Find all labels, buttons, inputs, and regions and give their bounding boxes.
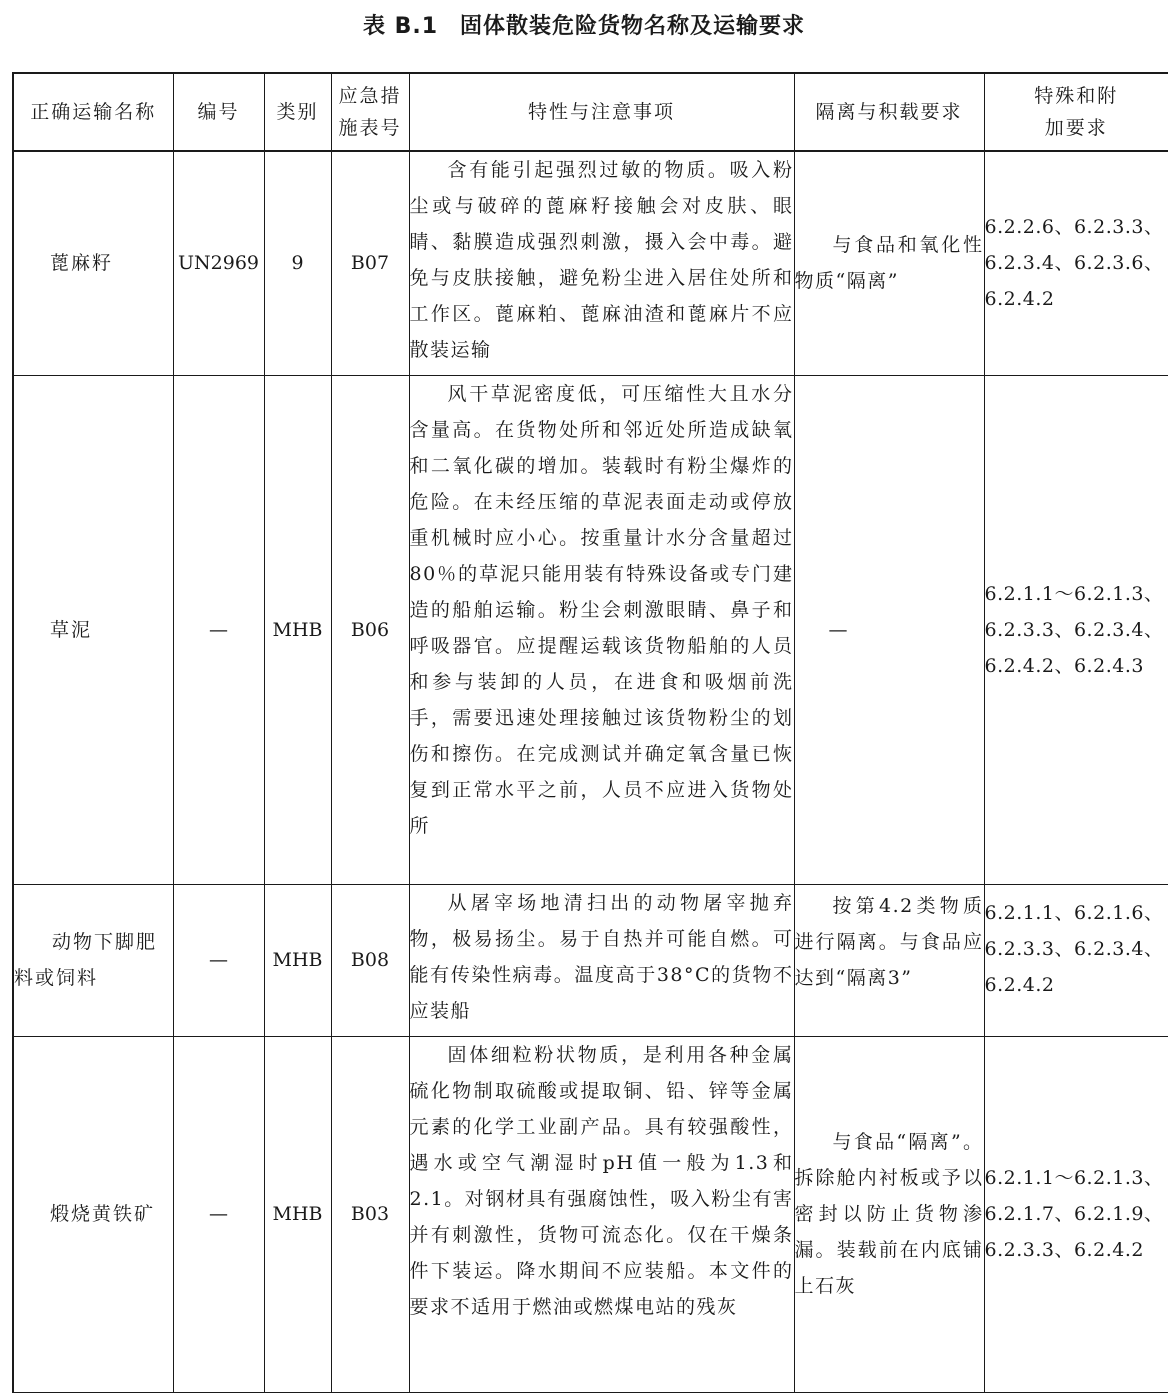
cell-ems: B06	[331, 375, 409, 884]
table-row	[13, 884, 1168, 1036]
cell-properties: 风干草泥密度低，可压缩性大且水分含量高。在货物处所和邻近处所造成缺氧和二氧化碳的增加。装载时有粉尘爆炸的危险。在未经压缩的草泥表面走动或停放重机械时应小心。按重量计水分含量超过80％的草泥只能用装有特殊设备或专门建造的船舶运输。粉尘会刺激眼睛、鼻子和呼吸器官。应提醒运载该货物船舶的人员和参与装卸的人员，在进食和吸烟前洗手，需要迅速处理接触过该货物粉尘的划伤和擦伤。在完成测试并确定氧含量已恢复到正常水平之前，人员不应进入货物处所	[409, 375, 794, 884]
cell-class: MHB	[264, 884, 331, 1036]
header-row	[13, 73, 1168, 151]
cell-ems: B08	[331, 884, 409, 1036]
cell-class: 9	[264, 151, 331, 375]
cell-special: 6.2.1.1～6.2.1.3、6.2.1.7、6.2.1.9、6.2.3.3、6.2.4.2	[984, 1036, 1168, 1392]
cell-segregation: 与食品和氧化性物质“隔离”	[794, 151, 984, 375]
cell-segregation: —	[794, 375, 984, 884]
cell-special: 6.2.1.1～6.2.1.3、6.2.3.3、6.2.3.4、6.2.4.2、6.2.4.3	[984, 375, 1168, 884]
cell-id: —	[173, 884, 264, 1036]
header-properties: 特性与注意事项	[409, 73, 794, 151]
cell-id: —	[173, 1036, 264, 1392]
cell-ems: B03	[331, 1036, 409, 1392]
table-title	[0, 10, 1168, 44]
header-name: 正确运输名称	[13, 73, 173, 151]
header-ems: 应急措施表号	[331, 73, 409, 151]
header-id: 编号	[173, 73, 264, 151]
header-segregation: 隔离与积载要求	[794, 73, 984, 151]
cell-name: 蓖麻籽	[13, 151, 173, 375]
header-class: 类别	[264, 73, 331, 151]
cell-properties: 固体细粒粉状物质，是利用各种金属硫化物制取硫酸或提取铜、铅、锌等金属元素的化学工业副产品。具有较强酸性，遇水或空气潮湿时pH值一般为1.3和2.1。对钢材具有强腐蚀性，吸入粉尘有害并有刺激性，货物可流态化。仅在干燥条件下装运。降水期间不应装船。本文件的要求不适用于燃油或燃煤电站的残灰	[409, 1036, 794, 1392]
cell-segregation: 按第4.2类物质进行隔离。与食品应达到“隔离3”	[794, 884, 984, 1036]
cell-id: UN2969	[173, 151, 264, 375]
cell-name: 草泥	[13, 375, 173, 884]
cell-properties: 从屠宰场地清扫出的动物屠宰抛弃物，极易扬尘。易于自热并可能自燃。可能有传染性病毒。温度高于38°C的货物不应装船	[409, 884, 794, 1036]
cell-class: MHB	[264, 375, 331, 884]
table-number: 表 B.1	[362, 14, 439, 39]
table-caption: 固体散装危险货物名称及运输要求	[460, 14, 806, 39]
cell-name: 煅烧黄铁矿	[13, 1036, 173, 1392]
dangerous-goods-table	[12, 72, 1168, 1393]
cell-class: MHB	[264, 1036, 331, 1392]
table-row	[13, 375, 1168, 884]
table-row	[13, 1036, 1168, 1392]
table-row	[13, 151, 1168, 375]
cell-special: 6.2.1.1、6.2.1.6、6.2.3.3、6.2.3.4、6.2.4.2	[984, 884, 1168, 1036]
cell-ems: B07	[331, 151, 409, 375]
cell-properties: 含有能引起强烈过敏的物质。吸入粉尘或与破碎的蓖麻籽接触会对皮肤、眼睛、黏膜造成强烈刺激，摄入会中毒。避免与皮肤接触，避免粉尘进入居住处所和工作区。蓖麻粕、蓖麻油渣和蓖麻片不应散装运输	[409, 151, 794, 375]
cell-special: 6.2.2.6、6.2.3.3、6.2.3.4、6.2.3.6、6.2.4.2	[984, 151, 1168, 375]
header-special: 特殊和附加要求	[984, 73, 1168, 151]
cell-name: 动物下脚肥料或饲料	[13, 884, 173, 1036]
cell-segregation: 与食品“隔离”。拆除舱内衬板或予以密封以防止货物渗漏。装载前在内底铺上石灰	[794, 1036, 984, 1392]
cell-id: —	[173, 375, 264, 884]
